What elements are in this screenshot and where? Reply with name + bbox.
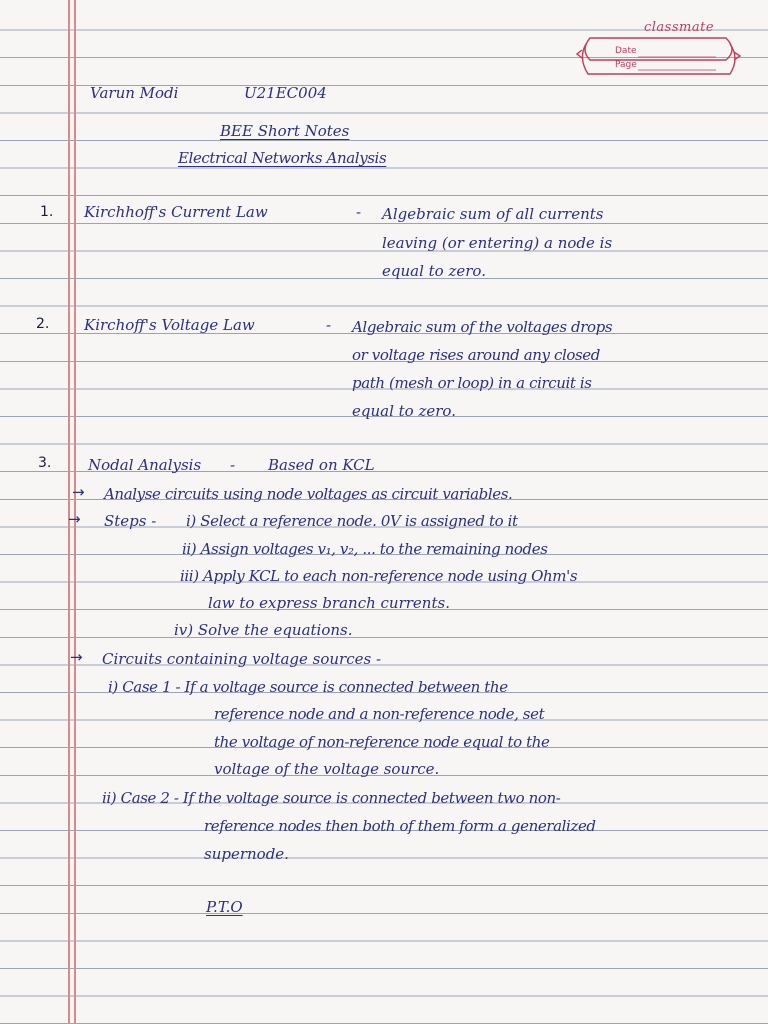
steps-label: Steps - <box>104 512 157 530</box>
step-line: i) Select a reference node. 0V is assigned to it <box>186 512 518 530</box>
kvl-definition-line: Algebraic sum of the voltages drops <box>352 318 613 336</box>
case1-line: reference node and a non-reference node, set <box>214 705 545 723</box>
brand-frame <box>576 30 742 86</box>
page-label: Page <box>615 60 637 70</box>
nodal-point: Analyse circuits using node voltages as circuit variables. <box>104 485 513 503</box>
brand-name: classmate <box>643 20 715 35</box>
topic-title: Electrical Networks Analysis <box>178 149 387 167</box>
kvl-definition-line: equal to zero. <box>352 402 456 420</box>
arrow-icon: → <box>72 483 85 501</box>
step-line: ii) Assign voltages v₁, v₂, ... to the remaining nodes <box>182 540 548 558</box>
author-name: Varun Modi <box>90 84 179 102</box>
classmate-logo <box>576 16 742 86</box>
nodal-number: 3. <box>38 455 52 471</box>
nodal-term: Nodal Analysis <box>88 456 202 474</box>
step-line: iv) Solve the equations. <box>174 621 353 639</box>
case1-line: voltage of the voltage source. <box>214 760 440 778</box>
arrow-icon: → <box>68 510 81 528</box>
pto-note: P.T.O <box>206 898 243 916</box>
kcl-term: Kirchhoff's Current Law <box>84 203 268 221</box>
case1-line: i) Case 1 - If a voltage source is connected between the <box>108 678 508 696</box>
kcl-definition-line: leaving (or entering) a node is <box>382 234 613 252</box>
kvl-definition-line: or voltage rises around any closed <box>352 346 600 364</box>
roll-number: U21EC004 <box>244 84 327 102</box>
kcl-number: 1. <box>40 204 54 220</box>
kvl-number: 2. <box>36 316 50 332</box>
nodal-basis: Based on KCL <box>268 456 375 474</box>
sources-heading: Circuits containing voltage sources - <box>102 650 382 668</box>
case2-line: ii) Case 2 - If the voltage source is connected between two non- <box>102 789 561 807</box>
case2-line: reference nodes then both of them form a generalized <box>204 817 596 835</box>
date-label: Date <box>615 46 637 56</box>
kcl-definition-line: Algebraic sum of all currents <box>382 205 604 223</box>
kvl-dash: - <box>326 316 332 334</box>
arrow-icon: → <box>70 648 83 666</box>
kcl-dash: - <box>356 203 362 221</box>
kcl-definition-line: equal to zero. <box>382 262 486 280</box>
case1-line: the voltage of non-reference node equal to the <box>214 733 550 751</box>
course-title: BEE Short Notes <box>220 122 350 140</box>
case2-line: supernode. <box>204 845 289 863</box>
step-line: iii) Apply KCL to each non-reference node using Ohm's <box>180 567 578 585</box>
kvl-term: Kirchoff's Voltage Law <box>84 316 255 334</box>
kvl-definition-line: path (mesh or loop) in a circuit is <box>352 374 592 392</box>
nodal-dash: - <box>230 456 236 474</box>
step-line: law to express branch currents. <box>208 594 450 612</box>
